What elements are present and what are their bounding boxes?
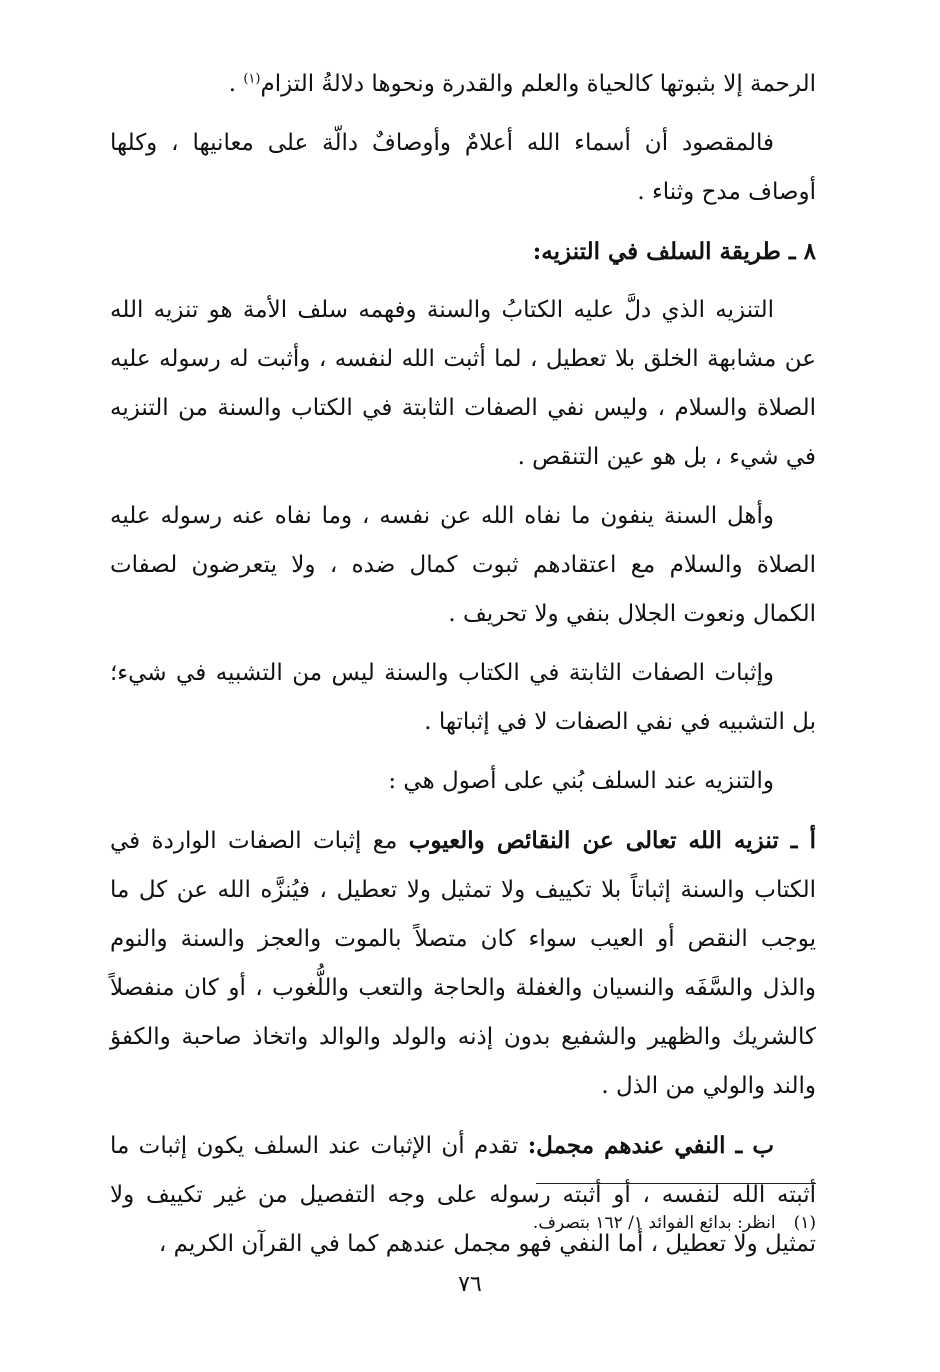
paragraph-1-text: الرحمة إلا بثبوتها كالحياة والعلم والقدرة ونحوها دلالةُ التزام xyxy=(260,71,816,97)
page-number: ٧٦ xyxy=(458,1272,482,1297)
footnote-number: (١) xyxy=(793,1213,816,1233)
paragraph-2: فالمقصود أن أسماء الله أعلامٌ وأوصافٌ دالّة على معانيها ، وكلها أوصاف مدح وثناء . xyxy=(110,130,816,205)
section-heading: ٨ ـ طريقة السلف في التنزيه: xyxy=(532,238,816,265)
footnote-reference: (١) xyxy=(243,71,261,87)
footnote-divider xyxy=(536,1183,816,1184)
footnote xyxy=(110,1208,816,1238)
paragraph-6: والتنزيه عند السلف بُني على أصول هي : xyxy=(388,768,774,794)
paragraph-1 xyxy=(110,60,816,109)
paragraph-1-end: . xyxy=(228,71,244,97)
page-body xyxy=(110,60,816,1279)
paragraph-4: وأهل السنة ينفون ما نفاه الله عن نفسه ، وما نفاه عنه رسوله عليه الصلاة والسلام مع اعتقادهم ثبوت كمال ضده ، ولا يتعرضون لصفات الكمال ونعوت الجلال بنفي ولا تحريف . xyxy=(110,503,816,627)
paragraph-8 xyxy=(110,1121,816,1269)
footnote-text: انظر: بدائع الفوائد ١/ ١٦٢ بتصرف. xyxy=(532,1213,776,1233)
paragraph-7 xyxy=(110,816,816,1111)
paragraph-5: وإثبات الصفات الثابتة في الكتاب والسنة ليس من التشبيه في شيء؛ بل التشبيه في نفي الصفات لا في إثباتها . xyxy=(110,660,816,735)
paragraph-7-lead: أ ـ تنزيه الله تعالى عن النقائص والعيوب xyxy=(408,827,816,854)
paragraph-7-text: مع إثبات الصفات الواردة في الكتاب والسنة إثباتاً بلا تكييف ولا تمثيل ولا تعطيل ، فيُنزَّه الله عن كل ما يوجب النقص أو العيب سواء كان متصلاً بالموت والعجز والسنة والنوم والذل والسَّفَه والنسيان والغفلة والحاجة والتعب واللُّغوب ، أو كان منفصلاً كالشريك والظهير والشفيع بدون إذنه والولد والوالد واتخاذ صاحبة والكفؤ والند والولي من الذل . xyxy=(110,828,816,1099)
paragraph-8-lead: ب ـ النفي عندهم مجمل: xyxy=(527,1132,774,1159)
paragraph-3: التنزيه الذي دلَّ عليه الكتابُ والسنة وفهمه سلف الأمة هو تنزيه الله عن مشابهة الخلق بلا تعطيل ، لما أثبت الله لنفسه ، وأثبت له رسوله عليه الصلاة والسلام ، وليس نفي الصفات الثابتة في الكتاب والسنة من التنزيه في شيء ، بل هو عين التنقص . xyxy=(110,297,816,470)
paragraph-8-text: تقدم أن الإثبات عند السلف يكون إثبات ما أثبته الله لنفسه ، أو أثبته رسوله على وجه التفصيل من غير تكييف ولا تمثيل ولا تعطيل ، أما النفي فهو مجمل عندهم كما في القرآن الكريم ، xyxy=(110,1133,816,1257)
